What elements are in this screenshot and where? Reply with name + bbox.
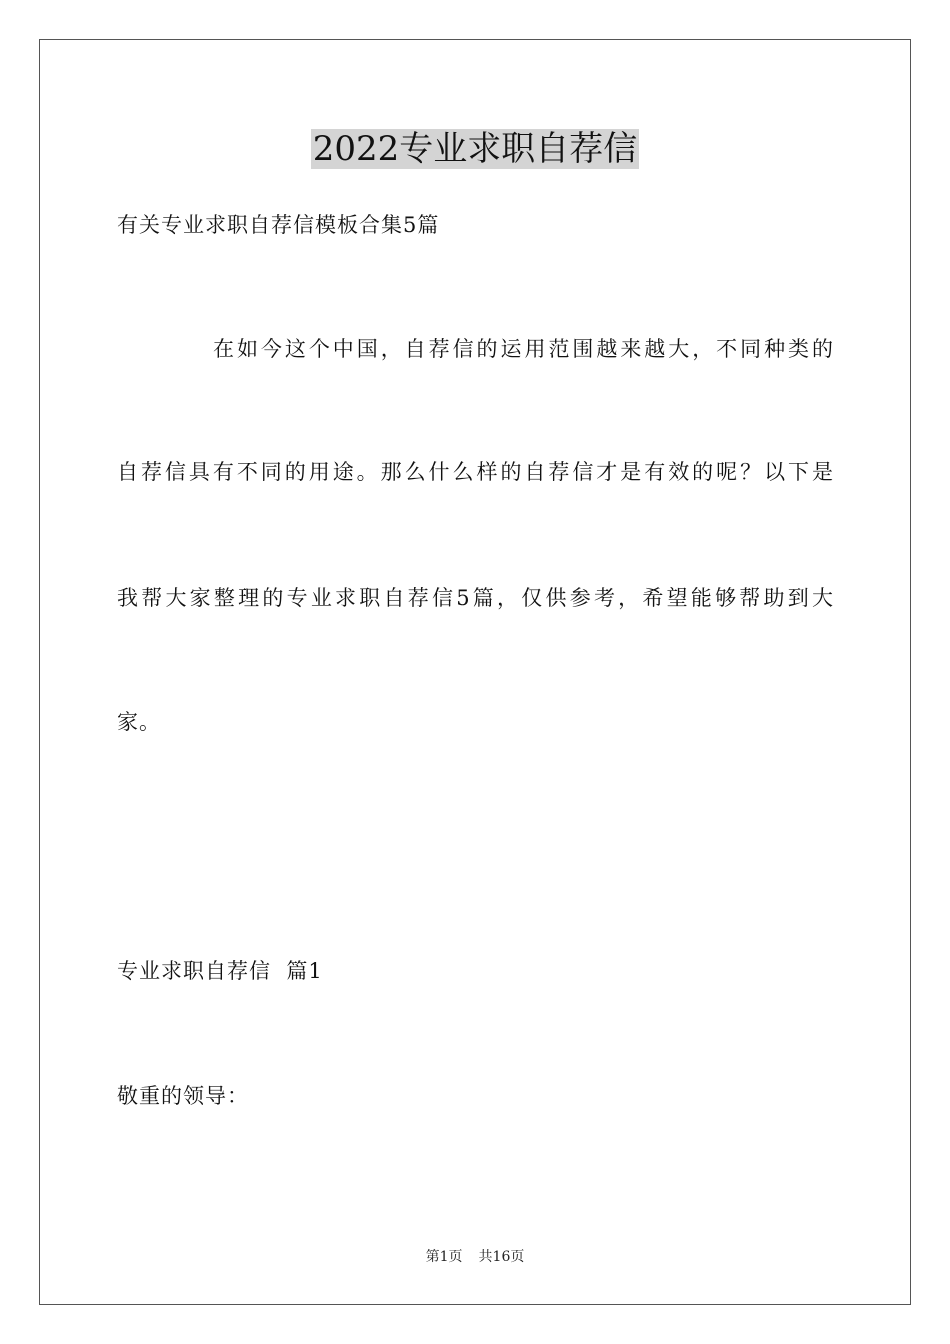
salutation: 敬重的领导： [117,1084,249,1108]
intro-line-4: 家。 [117,710,161,734]
page-total: 共16页 [478,1249,525,1265]
document-title-text: 2022专业求职自荐信 [312,129,638,169]
intro-line-2: 自荐信具有不同的用途。那么什么样的自荐信才是有效的呢？以下是 [117,460,833,484]
page-number: 第1页 [425,1249,463,1265]
intro-line-1: 在如今这个中国，自荐信的运用范围越来越大，不同种类的 [213,337,833,361]
document-subtitle: 有关专业求职自荐信模板合集5篇 [117,213,440,237]
document-title [0,124,950,174]
intro-line-3: 我帮大家整理的专业求职自荐信5篇，仅供参考，希望能够帮助到大 [117,586,833,610]
page-footer [0,1247,950,1267]
section-heading: 专业求职自荐信 篇1 [117,959,323,983]
